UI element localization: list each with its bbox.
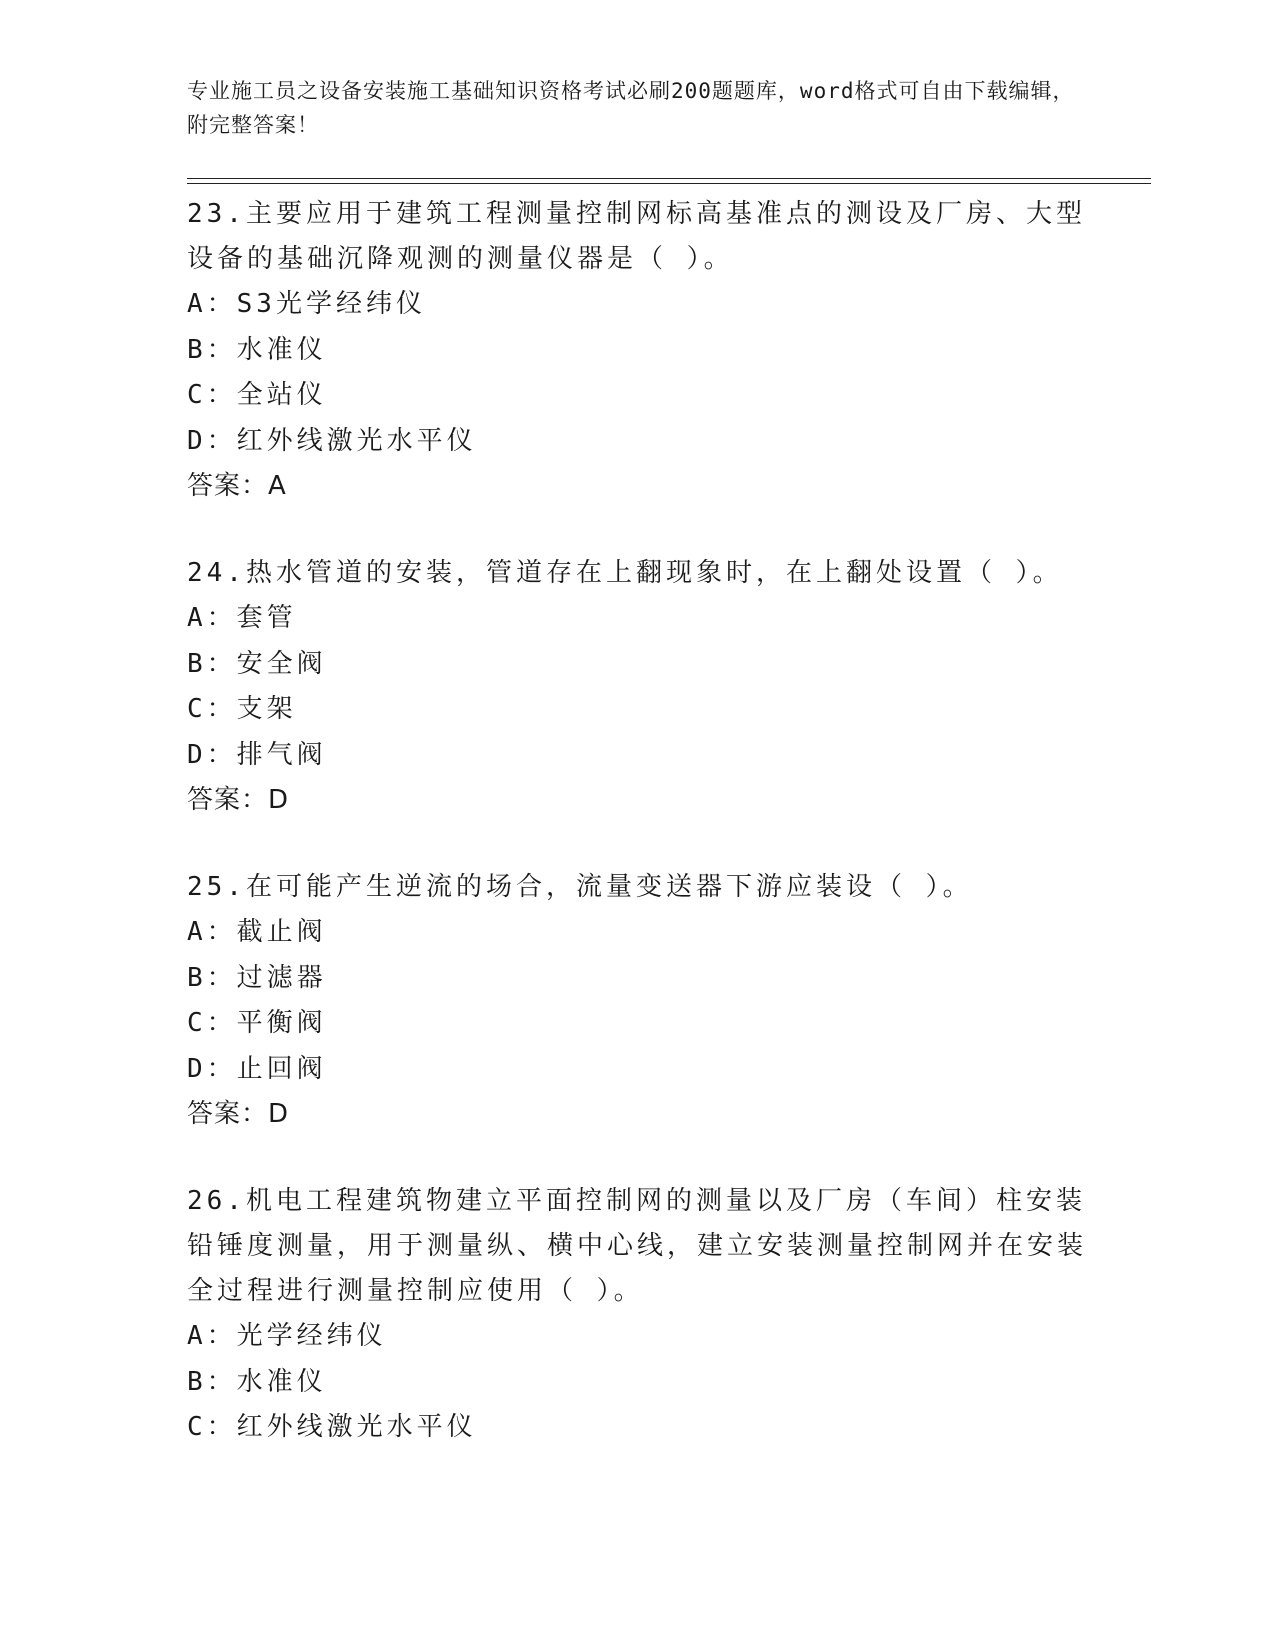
answer: 答案：A <box>187 471 287 501</box>
option-c: C：支架 <box>187 694 297 724</box>
option-b: B：水准仪 <box>187 1366 327 1397</box>
option-b: B：水准仪 <box>187 334 327 365</box>
answer: 答案：D <box>187 1099 290 1129</box>
question-text: 26.机电工程建筑物建立平面控制网的测量以及厂房（车间）柱安装铅锤度测量，用于测量纵、横中心线，建立安装测量控制网并在安装全过程进行测量控制应使用（ ）。 <box>187 1186 1088 1306</box>
option-a: A：截止阀 <box>187 917 327 947</box>
option-b: B：安全阀 <box>187 648 327 679</box>
document-header: 专业施工员之设备安装施工基础知识资格考试必刷200题题库，word格式可自由下载编辑，附完整答案！ <box>187 79 1075 137</box>
question-text: 25.在可能产生逆流的场合，流量变送器下游应装设（ ）。 <box>187 872 973 902</box>
question-text: 23.主要应用于建筑工程测量控制网标高基准点的测设及厂房、大型设备的基础沉降观测的测量仪器是（ ）。 <box>187 199 1086 274</box>
question-text: 24.热水管道的安装，管道存在上翻现象时，在上翻处设置（ ）。 <box>187 558 1063 588</box>
option-a: A：套管 <box>187 603 297 633</box>
question-list <box>187 192 1087 1493</box>
question-25 <box>187 865 1087 1137</box>
answer: 答案：D <box>187 785 290 815</box>
question-24 <box>187 551 1087 823</box>
question-26 <box>187 1179 1087 1451</box>
option-a: A：S3光学经纬仪 <box>187 289 426 319</box>
option-b: B：过滤器 <box>187 962 327 993</box>
option-c: C：平衡阀 <box>187 1008 327 1038</box>
option-c: C：红外线激光水平仪 <box>187 1412 477 1442</box>
option-c: C：全站仪 <box>187 380 327 410</box>
option-d: D：红外线激光水平仪 <box>187 425 477 456</box>
option-d: D：排气阀 <box>187 739 327 770</box>
option-a: A：光学经纬仪 <box>187 1321 387 1351</box>
question-23 <box>187 192 1087 509</box>
header-divider <box>187 178 1151 184</box>
option-d: D：止回阀 <box>187 1053 327 1084</box>
